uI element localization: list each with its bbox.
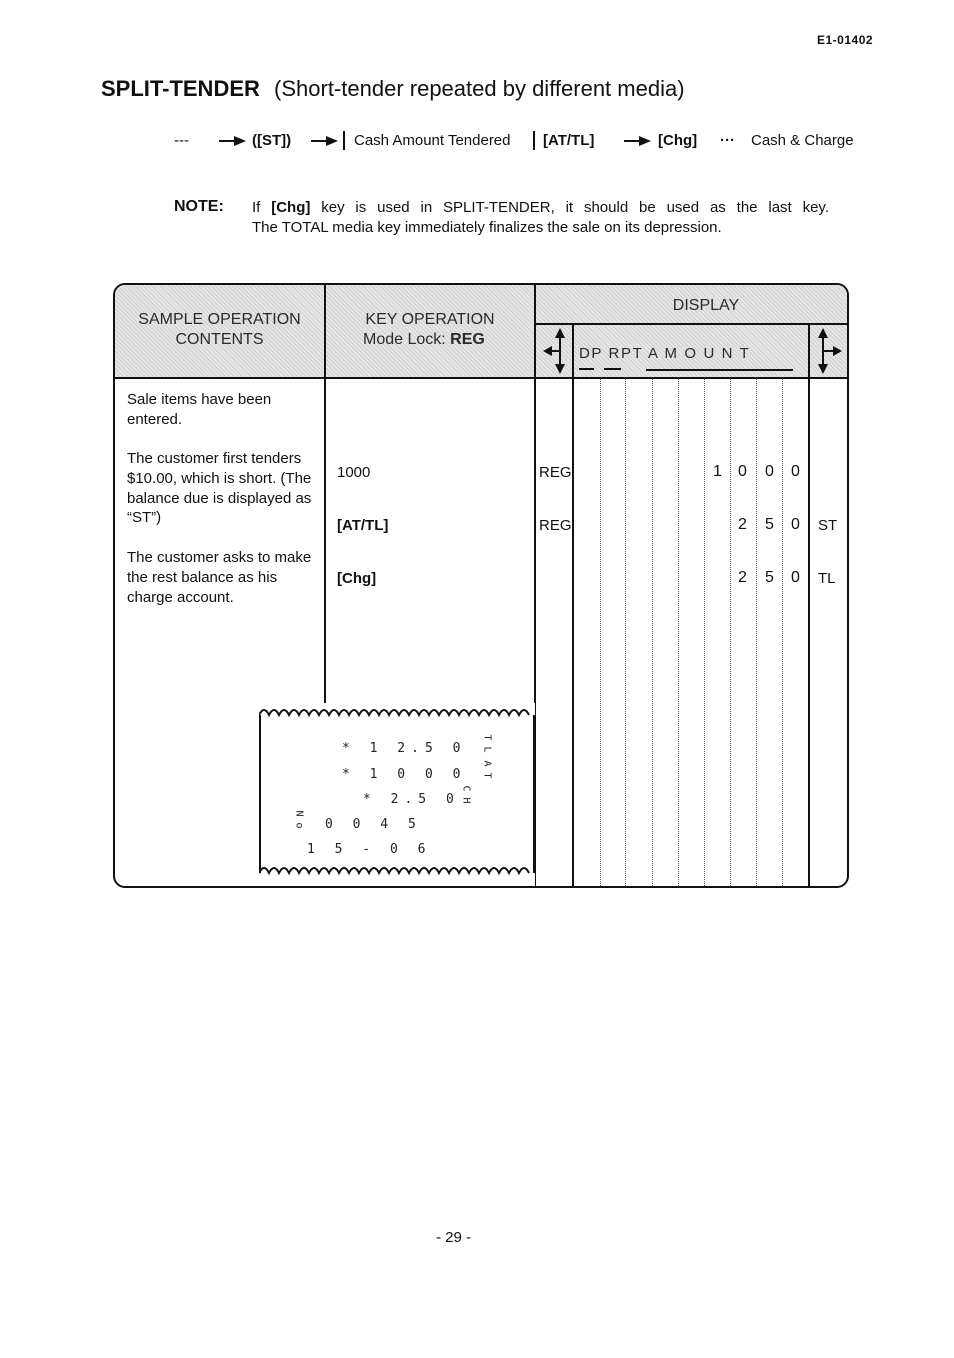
rpt-underline [604, 368, 621, 370]
receipt-line: * 1 2.5 0 [342, 741, 467, 756]
digit: 1 [713, 463, 722, 480]
display-subheader: DP RPT A M O U N T [579, 345, 751, 362]
arrow-right-icon [219, 135, 247, 147]
sequence-chg: [Chg] [658, 132, 698, 149]
receipt-line: 0 0 4 5 [325, 817, 422, 832]
sample-text-1: Sale items have been entered. [127, 391, 272, 428]
note-line2: The TOTAL media key immediately finalizes the sale on its depression. [252, 219, 722, 236]
arrow-right-icon [624, 135, 652, 147]
note-label: NOTE: [174, 198, 224, 215]
sample-text-2: The customer first tenders $10.00, which is short. (The balance due is displayed as “ST”) [127, 450, 312, 527]
note-text: If [Chg] key is used in SPLIT-TENDER, it should be used as the last key. The TOTAL media key immediately finalizes the sale on its depression. [252, 198, 842, 238]
header-sample-text: SAMPLE OPERATION CONTENTS [138, 311, 301, 348]
digit: 0 [791, 569, 800, 586]
receipt-code: AT [481, 760, 493, 785]
digit: 5 [765, 569, 774, 586]
dp-underline [579, 368, 594, 370]
digit: 0 [765, 463, 774, 480]
arrow-right-icon [311, 135, 339, 147]
sequence-amount: Cash Amount Tendered [354, 132, 511, 149]
display-title: DISPLAY [672, 297, 740, 314]
header-key-text: KEY OPERATION Mode Lock: REG [363, 311, 495, 348]
receipt-code: No [293, 810, 305, 835]
status-cell: ST [818, 517, 838, 534]
sample-text-3: The customer asks to make the rest balance as his charge account. [127, 549, 312, 606]
digit: 2 [738, 516, 747, 533]
sequence-bar [343, 131, 345, 150]
display-divider [536, 323, 849, 325]
sequence-bar [533, 131, 535, 150]
receipt-line: * 1 0 0 0 [342, 767, 467, 782]
sequence-st: ([ST]) [252, 132, 292, 149]
page-number: - 29 - [436, 1229, 472, 1246]
shift-arrows-icon [813, 326, 843, 376]
mode-cell: REG [539, 464, 572, 481]
receipt-code: TL [481, 734, 493, 759]
column-divider [324, 285, 326, 721]
column-divider [572, 377, 574, 886]
receipt-code: CH [460, 785, 472, 810]
page-title [101, 76, 685, 102]
sequence-attl: [AT/TL] [543, 132, 595, 149]
sequence-dash: --- [174, 132, 189, 149]
receipt-line: * 2.5 0 [363, 792, 460, 807]
amount-underline [646, 369, 793, 371]
sequence-dots: ··· [720, 132, 735, 149]
display-divider [572, 323, 574, 377]
display-divider [808, 323, 810, 377]
receipt-line: 1 5 - 0 6 [307, 842, 432, 857]
document-id: E1-01402 [817, 33, 874, 47]
digit: 0 [791, 463, 800, 480]
operation-table [113, 283, 849, 888]
mode-cell: REG [539, 517, 572, 534]
digit: 2 [738, 569, 747, 586]
note-key: [Chg] [271, 199, 311, 216]
shift-arrows-icon [542, 326, 570, 376]
sequence-description: Cash & Charge [751, 132, 854, 149]
column-divider [808, 377, 810, 886]
digit: 0 [791, 516, 800, 533]
key-op-1: 1000 [337, 464, 371, 481]
status-cell: TL [818, 570, 836, 587]
title-sub: (Short-tender repeated by different media) [274, 76, 685, 101]
digit: 5 [765, 516, 774, 533]
title-main: SPLIT-TENDER [101, 76, 260, 101]
receipt [259, 703, 535, 888]
key-op-3: [Chg] [337, 570, 377, 587]
key-op-2: [AT/TL] [337, 517, 389, 534]
digit: 0 [738, 463, 747, 480]
